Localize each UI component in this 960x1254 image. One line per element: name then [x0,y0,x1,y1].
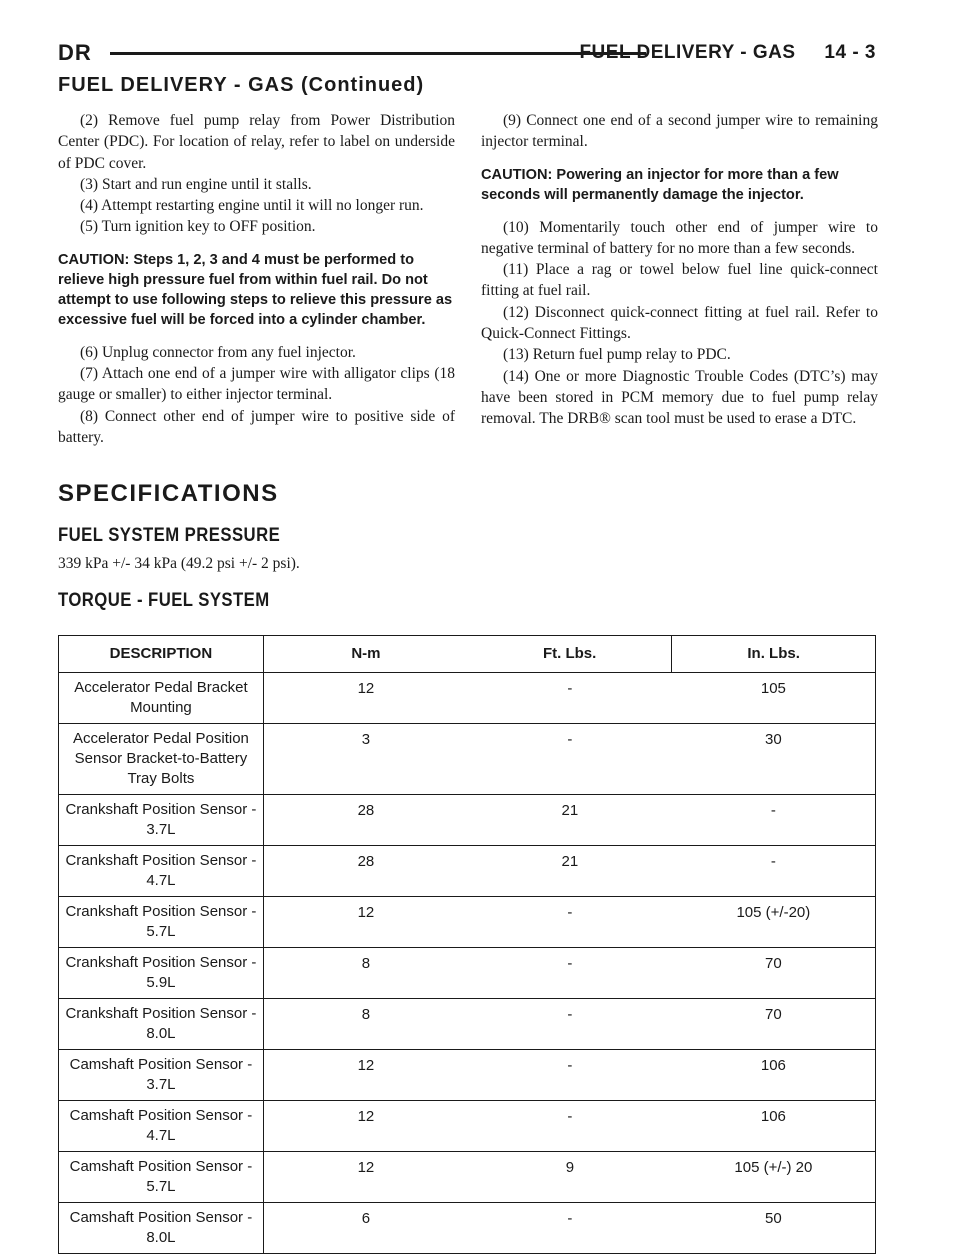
table-row [59,1152,876,1203]
cell-inlbs: 70 [672,948,876,999]
cell-ftlbs: - [468,999,672,1050]
header-rule [110,52,646,55]
cell-nm: 12 [263,673,468,724]
cell-description: Crankshaft Position Sensor - 5.7L [59,897,264,948]
table-row [59,1203,876,1254]
step-3: (3) Start and run engine until it stalls. [80,175,312,193]
cell-inlbs: 105 (+/-20) [672,897,876,948]
header-model-code: DR [58,40,92,65]
step-8: (8) Connect other end of jumper wire to positive side of battery. [58,407,455,446]
cell-ftlbs: - [468,1101,672,1152]
cell-inlbs: - [672,846,876,897]
fuel-pressure-value: 339 kPa +/- 34 kPa (49.2 psi +/- 2 psi). [58,555,300,572]
cell-inlbs: 70 [672,999,876,1050]
fuel-pressure-heading: FUEL SYSTEM PRESSURE [58,525,281,546]
step-10: (10) Momentarily touch other end of jumper wire to negative terminal of battery for no more than a few seconds. [481,218,878,257]
cell-description: Accelerator Pedal Bracket Mounting [59,673,264,724]
table-row [59,795,876,846]
right-column [481,110,878,430]
cell-nm: 28 [263,846,468,897]
step-12: (12) Disconnect quick-connect fitting at fuel rail. Refer to Quick-Connect Fittings. [481,303,878,343]
cell-description: Camshaft Position Sensor - 4.7L [59,1101,264,1152]
cell-description: Camshaft Position Sensor - 3.7L [59,1050,264,1101]
cell-inlbs: 106 [672,1050,876,1101]
cell-nm: 8 [263,948,468,999]
cell-nm: 12 [263,897,468,948]
step-2: (2) Remove fuel pump relay from Power Distribution Center (PDC). For location of relay, refer to label on underside of PDC cover. [58,112,455,172]
continued-heading: FUEL DELIVERY - GAS (Continued) [58,74,425,96]
table-row [59,897,876,948]
col-header-nm: N-m [263,636,468,673]
table-row [59,673,876,724]
col-header-inlbs: In. Lbs. [672,636,876,673]
cell-description: Crankshaft Position Sensor - 4.7L [59,846,264,897]
cell-description: Camshaft Position Sensor - 8.0L [59,1203,264,1254]
col-header-ftlbs: Ft. Lbs. [468,636,672,673]
cell-ftlbs: 9 [468,1152,672,1203]
step-7: (7) Attach one end of a jumper wire with alligator clips (18 gauge or smaller) to either injector terminal. [58,365,455,404]
cell-inlbs: - [672,795,876,846]
cell-nm: 3 [263,724,468,795]
caution-steps: CAUTION: Steps 1, 2, 3 and 4 must be performed to relieve high pressure fuel from within fuel rail. Do not attempt to use following steps to relieve this pressure as excessive fuel will be forced into a cylinder chamber. [58,251,453,328]
cell-inlbs: 106 [672,1101,876,1152]
caution-injector: CAUTION: Powering an injector for more than a few seconds will permanently damage the injector. [481,166,839,203]
cell-description: Accelerator Pedal Position Sensor Bracket-to-Battery Tray Bolts [59,724,264,795]
torque-heading: TORQUE - FUEL SYSTEM [58,590,270,611]
cell-nm: 12 [263,1050,468,1101]
cell-ftlbs: - [468,948,672,999]
table-row [59,1101,876,1152]
table-row [59,999,876,1050]
step-9: (9) Connect one end of a second jumper wire to remaining injector terminal. [481,112,878,151]
step-13: (13) Return fuel pump relay to PDC. [503,346,731,364]
specifications-heading: SPECIFICATIONS [58,480,279,507]
cell-ftlbs: - [468,673,672,724]
table-row [59,948,876,999]
cell-nm: 6 [263,1203,468,1254]
cell-description: Crankshaft Position Sensor - 3.7L [59,795,264,846]
header-section-page: FUEL DELIVERY - GAS 14 - 3 [579,42,876,63]
step-14: (14) One or more Diagnostic Trouble Codes (DTC’s) may have been stored in PCM memory due to fuel pump relay removal. The DRB® scan tool must be used to erase a DTC. [481,367,878,428]
cell-nm: 12 [263,1101,468,1152]
cell-nm: 8 [263,999,468,1050]
cell-inlbs: 50 [672,1203,876,1254]
cell-inlbs: 105 (+/-) 20 [672,1152,876,1203]
left-column [58,110,455,448]
col-header-description: DESCRIPTION [59,636,264,673]
cell-ftlbs: - [468,724,672,795]
step-4: (4) Attempt restarting engine until it will no longer run. [80,197,424,215]
cell-ftlbs: - [468,897,672,948]
cell-inlbs: 105 [672,673,876,724]
table-row [59,846,876,897]
cell-description: Crankshaft Position Sensor - 8.0L [59,999,264,1050]
step-5: (5) Turn ignition key to OFF position. [80,218,316,236]
table-row [59,1050,876,1101]
cell-inlbs: 30 [672,724,876,795]
table-row [59,724,876,795]
cell-nm: 28 [263,795,468,846]
step-6: (6) Unplug connector from any fuel injector. [80,343,356,361]
cell-ftlbs: - [468,1203,672,1254]
cell-ftlbs: - [468,1050,672,1101]
cell-ftlbs: 21 [468,846,672,897]
step-11: (11) Place a rag or towel below fuel line quick-connect fitting at fuel rail. [481,261,878,300]
table-header-row [59,636,876,673]
cell-ftlbs: 21 [468,795,672,846]
cell-description: Crankshaft Position Sensor - 5.9L [59,948,264,999]
cell-description: Camshaft Position Sensor - 5.7L [59,1152,264,1203]
torque-table [58,635,876,1254]
cell-nm: 12 [263,1152,468,1203]
